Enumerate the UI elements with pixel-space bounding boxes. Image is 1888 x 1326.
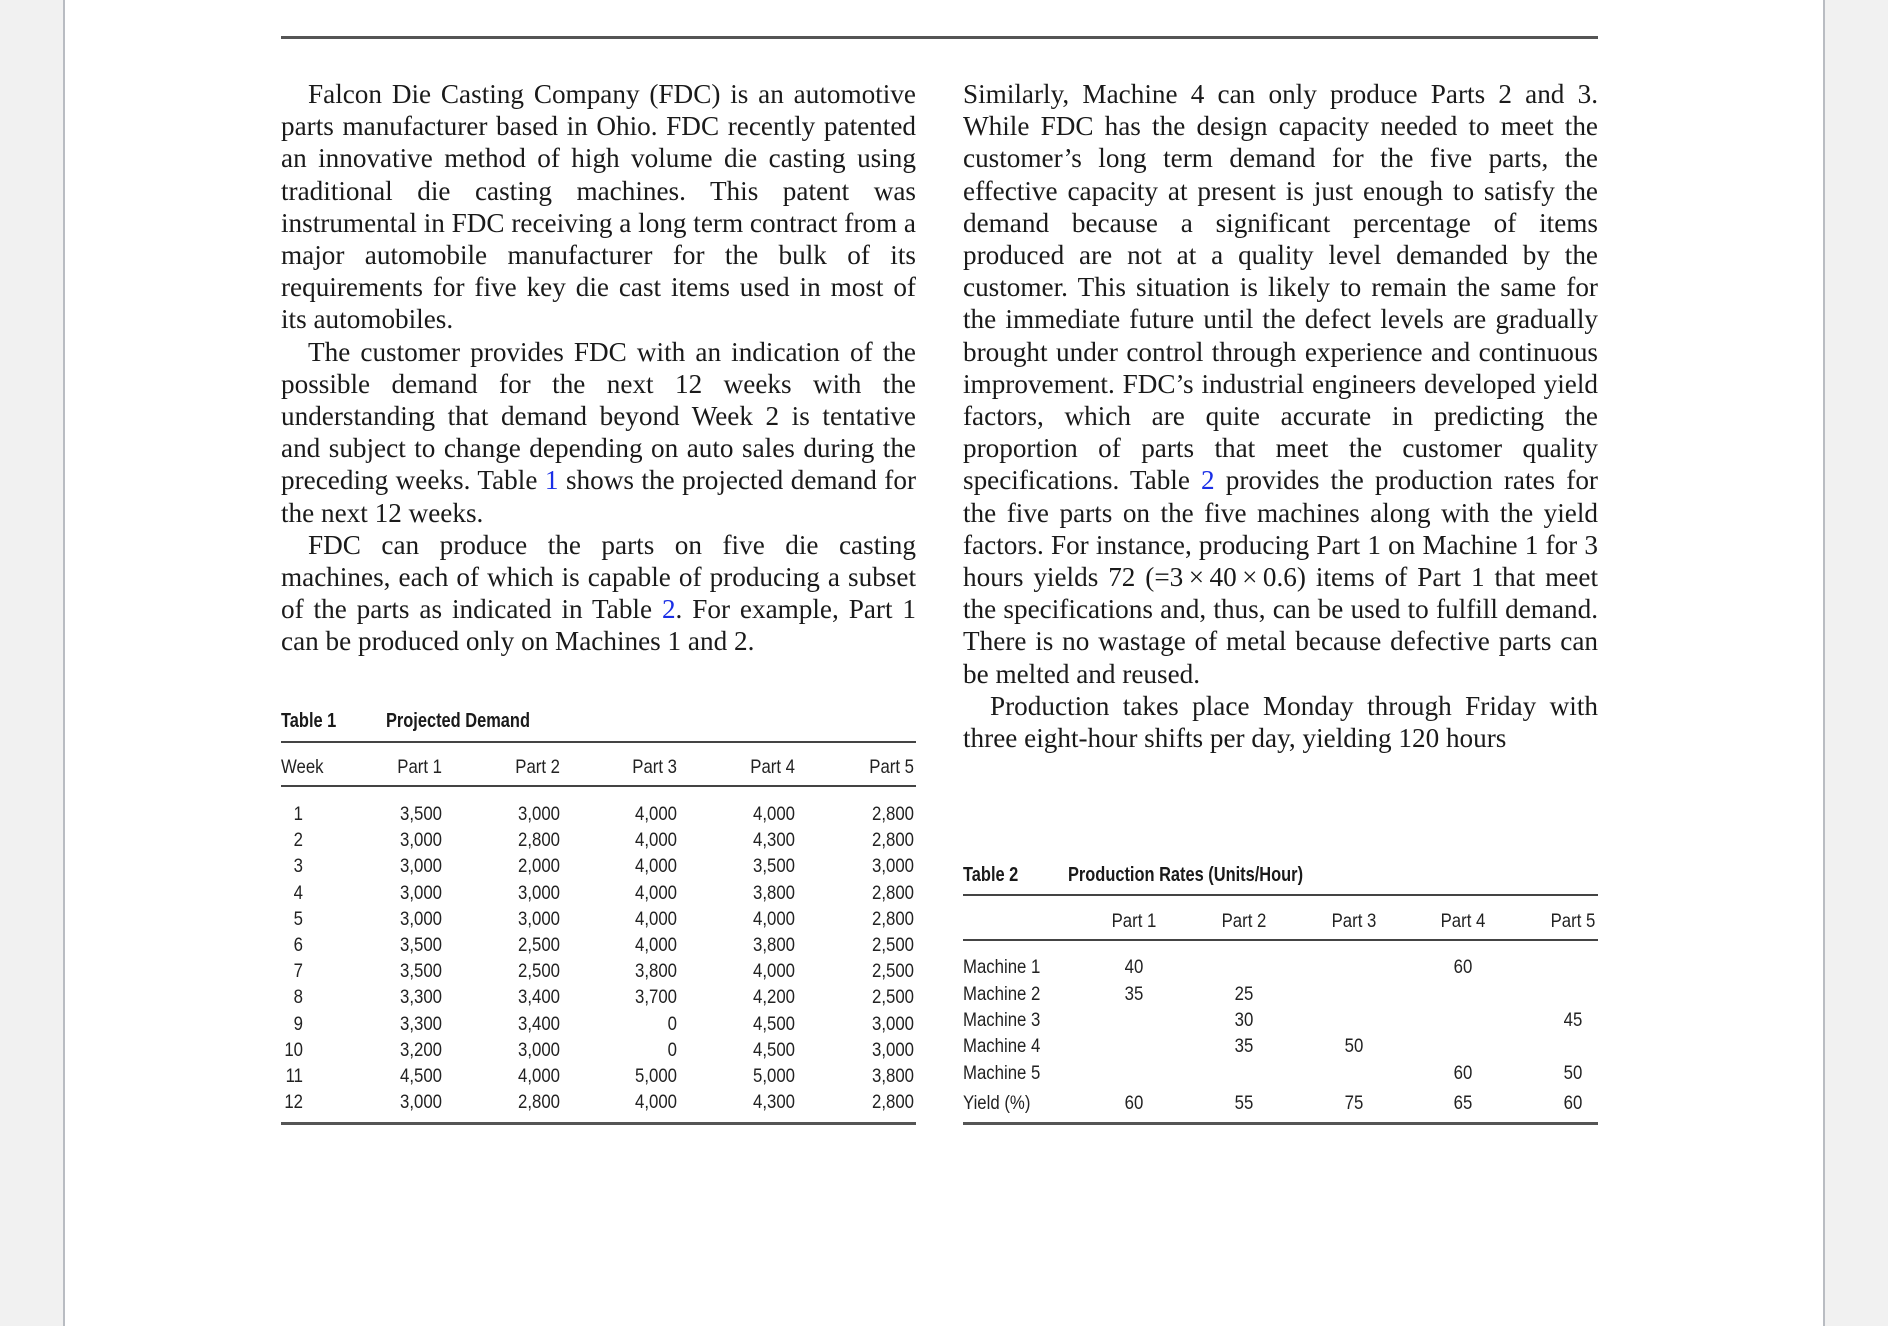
- table-1-week-cell: 6: [293, 934, 303, 956]
- table-1-header-week: Week: [281, 756, 324, 778]
- table-1-demand-cell: 4,000: [635, 1091, 677, 1113]
- table-1-demand-cell: 3,300: [400, 986, 442, 1008]
- table-2-row-label: Machine 1: [963, 956, 1041, 978]
- table-2-top-rule: [963, 894, 1598, 896]
- table-1-header-part-5: Part 5: [869, 756, 914, 778]
- table-2-row-label: Machine 4: [963, 1035, 1041, 1057]
- table-1-header-rule: [281, 785, 916, 787]
- table-2-header-part-2: Part 2: [1221, 910, 1267, 932]
- table-2-label: Table 2: [963, 864, 1019, 886]
- table-2-header-part-3: Part 3: [1331, 910, 1377, 932]
- table-1-demand-cell: 4,500: [753, 1013, 795, 1035]
- table-1-week-cell: 3: [293, 855, 303, 877]
- table-2-rate-cell: 50: [1344, 1035, 1364, 1057]
- table-1-demand-cell: 2,800: [872, 882, 914, 904]
- paragraph-text: shows the projected demand for the next 12 weeks.: [281, 465, 916, 528]
- table-1-demand-cell: 2,500: [518, 934, 560, 956]
- table-1-demand-cell: 3,800: [635, 960, 677, 982]
- table-1-demand-cell: 0: [667, 1039, 677, 1061]
- table-1-demand-cell: 4,300: [753, 829, 795, 851]
- table-1-week-cell: 11: [285, 1065, 303, 1087]
- table-1-week-cell: 2: [293, 829, 303, 851]
- table-2-header-part-4: Part 4: [1440, 910, 1486, 932]
- table-1-demand-cell: 4,000: [753, 960, 795, 982]
- table-1-link[interactable]: 1: [544, 465, 559, 496]
- table-1-week-cell: 1: [293, 803, 303, 825]
- table-1-demand-cell: 4,300: [753, 1091, 795, 1113]
- table-1-demand-cell: 4,000: [635, 934, 677, 956]
- table-2-rate-cell: 65: [1453, 1092, 1473, 1114]
- paragraph-text: FDC can produce the parts on five die casting machines, each of which is capable of producing a subset of the parts as indicated in Table: [281, 529, 916, 625]
- table-1-header-part-1: Part 1: [397, 756, 442, 778]
- table-1-demand-cell: 3,000: [518, 908, 560, 930]
- table-2-rate-cell: 25: [1234, 983, 1254, 1005]
- table-1-demand-cell: 2,500: [872, 934, 914, 956]
- table-1-week-cell: 8: [293, 986, 303, 1008]
- table-1-demand-cell: 4,500: [753, 1039, 795, 1061]
- table-1-demand-cell: 3,700: [635, 986, 677, 1008]
- table-2-rate-cell: 35: [1124, 983, 1144, 1005]
- table-1-top-rule: [281, 741, 916, 743]
- table-1-demand-cell: 3,000: [872, 1013, 914, 1035]
- table-1-demand-cell: 5,000: [635, 1065, 677, 1087]
- paragraph-text: . For example, Part 1 can be produced only on Machines 1 and 2.: [281, 594, 916, 657]
- table-2-row-label: Machine 3: [963, 1009, 1041, 1031]
- table-1-demand-cell: 3,000: [400, 882, 442, 904]
- table-1-demand-cell: 3,000: [518, 1039, 560, 1061]
- table-1-demand-cell: 2,800: [872, 803, 914, 825]
- table-2-header-part-5: Part 5: [1550, 910, 1596, 932]
- table-1-demand-cell: 3,000: [400, 908, 442, 930]
- table-1-demand-cell: 2,500: [518, 960, 560, 982]
- table-2-rate-cell: 60: [1453, 1062, 1473, 1084]
- table-1-label: Table 1: [281, 710, 337, 732]
- table-1-demand-cell: 4,500: [400, 1065, 442, 1087]
- table-1-demand-cell: 2,500: [872, 960, 914, 982]
- table-1-demand-cell: 2,800: [518, 829, 560, 851]
- table-1-title: Projected Demand: [385, 710, 530, 732]
- table-1-demand-cell: 3,400: [518, 1013, 560, 1035]
- table-1-demand-cell: 0: [667, 1013, 677, 1035]
- table-2-rate-cell: 60: [1124, 1092, 1144, 1114]
- table-2-caption: [963, 864, 1303, 887]
- table-1-demand-cell: 3,400: [518, 986, 560, 1008]
- table-1-bottom-rule: [281, 1122, 916, 1125]
- table-1-demand-cell: 3,000: [400, 855, 442, 877]
- table-1-header-part-2: Part 2: [515, 756, 560, 778]
- table-1-demand-cell: 2,000: [518, 855, 560, 877]
- table-2-rate-cell: 60: [1453, 956, 1473, 978]
- table-2-header-rule: [963, 939, 1598, 941]
- table-1-week-cell: 12: [284, 1091, 303, 1113]
- paragraph-machines: [281, 529, 916, 658]
- paragraph-intro: Falcon Die Casting Company (FDC) is an automotive parts manufacturer based in Ohio. FDC recently patented an innovative method of high volume die casting using traditional die casting machines. This patent was instrumental in FDC receiving a long term contract from a major automobile manufacturer for the bulk of its requirements for five key die cast items used in most of its automobiles.: [281, 79, 916, 335]
- table-1-demand-cell: 3,500: [753, 855, 795, 877]
- table-1-demand-cell: 3,000: [400, 829, 442, 851]
- table-1-demand-cell: 4,000: [635, 855, 677, 877]
- paragraph-text: provides the production rates for the five parts on the five machines along with the yield factors. For instance, producing Part 1 on Machine 1 for 3 hours yields 72 (=3 × 40 × 0.6) items of Part 1 that meet the specifications and, thus, can be used to fulfill demand. There is no wastage of metal because defective parts can be melted and reused.: [963, 465, 1598, 689]
- table-2-rate-cell: 75: [1344, 1092, 1364, 1114]
- table-1-demand-cell: 3,000: [518, 882, 560, 904]
- left-text-column: [281, 78, 916, 658]
- table-1-week-cell: 10: [284, 1039, 303, 1061]
- table-1-week-cell: 9: [293, 1013, 303, 1035]
- table-1-caption: [281, 710, 530, 733]
- table-1-demand-cell: 3,800: [872, 1065, 914, 1087]
- table-1-demand-cell: 2,800: [872, 829, 914, 851]
- table-1-week-cell: 5: [293, 908, 303, 930]
- table-1-demand-cell: 3,200: [400, 1039, 442, 1061]
- table-1-demand-cell: 3,800: [753, 882, 795, 904]
- table-2-row-label: Machine 5: [963, 1062, 1041, 1084]
- table-2-rate-cell: 35: [1234, 1035, 1254, 1057]
- table-2-rate-cell: 45: [1563, 1009, 1583, 1031]
- table-1-demand-cell: 4,000: [635, 908, 677, 930]
- table-1-demand-cell: 3,000: [400, 1091, 442, 1113]
- table-2-rate-cell: 30: [1234, 1009, 1254, 1031]
- table-1-demand-cell: 2,800: [872, 1091, 914, 1113]
- table-1-demand-cell: 3,300: [400, 1013, 442, 1035]
- table-1-demand-cell: 3,000: [872, 855, 914, 877]
- table-1-demand-cell: 3,000: [518, 803, 560, 825]
- table-1-demand-cell: 4,000: [635, 803, 677, 825]
- table-1-demand-cell: 2,800: [872, 908, 914, 930]
- table-1-demand-cell: 4,000: [635, 882, 677, 904]
- table-2-row-label: Yield (%): [963, 1092, 1031, 1114]
- paragraph-text: The customer provides FDC with an indication of the possible demand for the next 12 weeks with the understanding that demand beyond Week 2 is tentative and subject to change depending on auto sales during the preceding weeks. Table: [281, 336, 916, 496]
- table-1-demand-cell: 3,500: [400, 934, 442, 956]
- table-1-demand-cell: 5,000: [753, 1065, 795, 1087]
- right-text-column: [963, 78, 1598, 754]
- paragraph-demand: [281, 336, 916, 529]
- table-1-demand-cell: 3,500: [400, 803, 442, 825]
- table-1-week-cell: 4: [293, 882, 303, 904]
- table-1-demand-cell: 2,500: [872, 986, 914, 1008]
- table-1-demand-cell: 3,000: [872, 1039, 914, 1061]
- table-1-demand-cell: 3,800: [753, 934, 795, 956]
- table-1-demand-cell: 4,200: [753, 986, 795, 1008]
- table-1-demand-cell: 2,800: [518, 1091, 560, 1113]
- table-2-rate-cell: 55: [1234, 1092, 1254, 1114]
- paragraph-text: Similarly, Machine 4 can only produce Parts 2 and 3. While FDC has the design capacity needed to meet the customer’s long term demand for the five parts, the effective capacity at present is just enough to satisfy the demand because a significant percentage of items produced are not at a quality level demanded by the customer. This situation is likely to remain the same for the immediate future until the defect levels are gradually brought under control through experience and continuous improvement. FDC’s industrial engineers developed yield factors, which are quite accurate in predicting the proportion of parts that meet the customer quality specifications. Table: [963, 79, 1598, 496]
- header-rule: [281, 36, 1598, 39]
- table-2-rate-cell: 40: [1124, 956, 1144, 978]
- table-2-header-part-1: Part 1: [1111, 910, 1157, 932]
- table-1-demand-cell: 4,000: [518, 1065, 560, 1087]
- table-1-demand-cell: 3,500: [400, 960, 442, 982]
- table-1-demand-cell: 4,000: [753, 803, 795, 825]
- table-2-bottom-rule: [963, 1122, 1598, 1125]
- table-1-demand-cell: 4,000: [753, 908, 795, 930]
- table-2-rate-cell: 60: [1563, 1092, 1583, 1114]
- table-1-week-cell: 7: [293, 960, 303, 982]
- table-1-header-part-4: Part 4: [750, 756, 795, 778]
- paragraph-yield: [963, 78, 1598, 690]
- table-2-link[interactable]: 2: [661, 594, 676, 625]
- table-2-title: Production Rates (Units/Hour): [1067, 864, 1304, 886]
- table-2-link[interactable]: 2: [1201, 465, 1215, 496]
- table-1-demand-cell: 4,000: [635, 829, 677, 851]
- table-2-rate-cell: 50: [1563, 1062, 1583, 1084]
- paragraph-production-schedule: Production takes place Monday through Friday with three eight-hour shifts per day, yielding 120 hours: [963, 690, 1598, 754]
- table-2-row-label: Machine 2: [963, 983, 1041, 1005]
- table-1-header-part-3: Part 3: [632, 756, 677, 778]
